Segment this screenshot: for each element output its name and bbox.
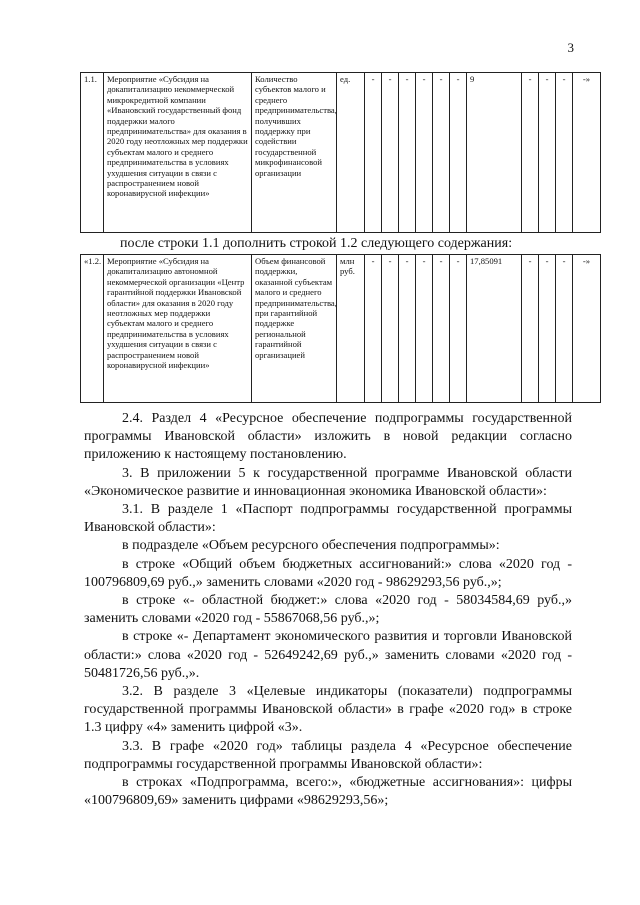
event-cell: Мероприятие «Субсидия на докапитализацию некоммерческой микрокредитной компании «Ивановский государственный фонд поддержки малого предпринимательства» для оказания в 2020 году неотложных мер поддержки субъектам малого и среднего предпринимательства в условиях ухудшения ситуации в связи с распространением новой коронавирусной инфекции» [104, 73, 252, 233]
value-cell: - [416, 73, 433, 233]
value-cell: - [522, 73, 539, 233]
row-number: 1.1. [81, 73, 104, 233]
table-row [81, 255, 601, 403]
paragraph-3: 3. В приложении 5 к государственной программе Ивановской области «Экономическое развитие и инновационная экономика Ивановской области»: [84, 465, 572, 499]
unit-cell: ед. [337, 73, 365, 233]
paragraph-subprogram-rows: в строках «Подпрограмма, всего:», «бюджетные ассигнования»: цифры «100796809,69» заменить цифрами «98629293,56»; [84, 775, 572, 809]
value-cell: - [382, 73, 399, 233]
event-cell: Мероприятие «Субсидия на докапитализацию автономной некоммерческой организации «Центр гарантийной поддержки Ивановской области» для оказания в 2020 году неотложных мер поддержки субъектам малого и среднего предпринимательства в условиях ухудшения ситуации в связи с распространением новой коронавирусной инфекции» [104, 255, 252, 403]
value-cell: - [450, 255, 467, 403]
value-cell: - [556, 73, 573, 233]
value-cell-2020: 17,85091 [467, 255, 522, 403]
unit-cell: млн руб. [337, 255, 365, 403]
value-cell: - [522, 255, 539, 403]
indicators-table-row-1-1 [80, 72, 601, 233]
row-number: «1.2. [81, 255, 104, 403]
value-cell: - [539, 255, 556, 403]
paragraph-department: в строке «- Департамент экономического развития и торговли Ивановской области:» слова «2020 год - 52649242,69 руб.,» заменить словами «2020 год - 50481726,56 руб.,». [84, 629, 572, 681]
value-cell: - [556, 255, 573, 403]
indicator-cell: Объем финансовой поддержки, оказанной субъектам малого и среднего предпринимательства, при гарантийной поддержке региональной гарантийной организацией [252, 255, 337, 403]
paragraph-3-3: 3.3. В графе «2020 год» таблицы раздела 4 «Ресурсное обеспечение подпрограммы государственной программы Ивановской области»: [84, 738, 572, 772]
value-cell: - [433, 255, 450, 403]
value-cell: - [382, 255, 399, 403]
value-cell: - [433, 73, 450, 233]
table-row [81, 73, 601, 233]
value-cell: - [399, 255, 416, 403]
document-body [84, 410, 572, 810]
paragraph-3-1: 3.1. В разделе 1 «Паспорт подпрограммы государственной программы Ивановской области»: [84, 502, 572, 536]
paragraph-total-budget: в строке «Общий объем бюджетных ассигнований:» слова «2020 год - 100796809,69 руб.,» заменить словами «2020 год - 98629293,56 руб.,»; [84, 556, 572, 590]
paragraph-regional-budget: в строке «- областной бюджет:» слова «2020 год - 58034584,69 руб.,» заменить словами «2020 год - 55867068,56 руб.,»; [84, 593, 572, 627]
value-cell: - [365, 73, 382, 233]
paragraph-subsection: в подразделе «Объем ресурсного обеспечения подпрограммы»: [122, 538, 500, 554]
page-number: 3 [567, 40, 574, 55]
value-cell: - [416, 255, 433, 403]
value-cell: - [450, 73, 467, 233]
indicator-cell: Количество субъектов малого и среднего предпринимательства, получивших поддержку при содействии государственной микрофинансовой организации [252, 73, 337, 233]
value-cell-2020: 9 [467, 73, 522, 233]
value-cell: - [399, 73, 416, 233]
value-cell: - [365, 255, 382, 403]
paragraph-2-4: 2.4. Раздел 4 «Ресурсное обеспечение подпрограммы государственной программы Ивановской области» изложить в новой редакции согласно приложению к настоящему постановлению. [84, 411, 572, 463]
value-cell: - [539, 73, 556, 233]
insert-instruction: после строки 1.1 дополнить строкой 1.2 следующего содержания: [120, 236, 513, 251]
indicators-table-row-1-2 [80, 254, 601, 403]
value-cell: -» [573, 255, 601, 403]
value-cell: -» [573, 73, 601, 233]
paragraph-3-2: 3.2. В разделе 3 «Целевые индикаторы (показатели) подпрограммы государственной программы Ивановской области» в графе «2020 год» в строке 1.3 цифру «4» заменить цифрой «3». [84, 684, 572, 736]
